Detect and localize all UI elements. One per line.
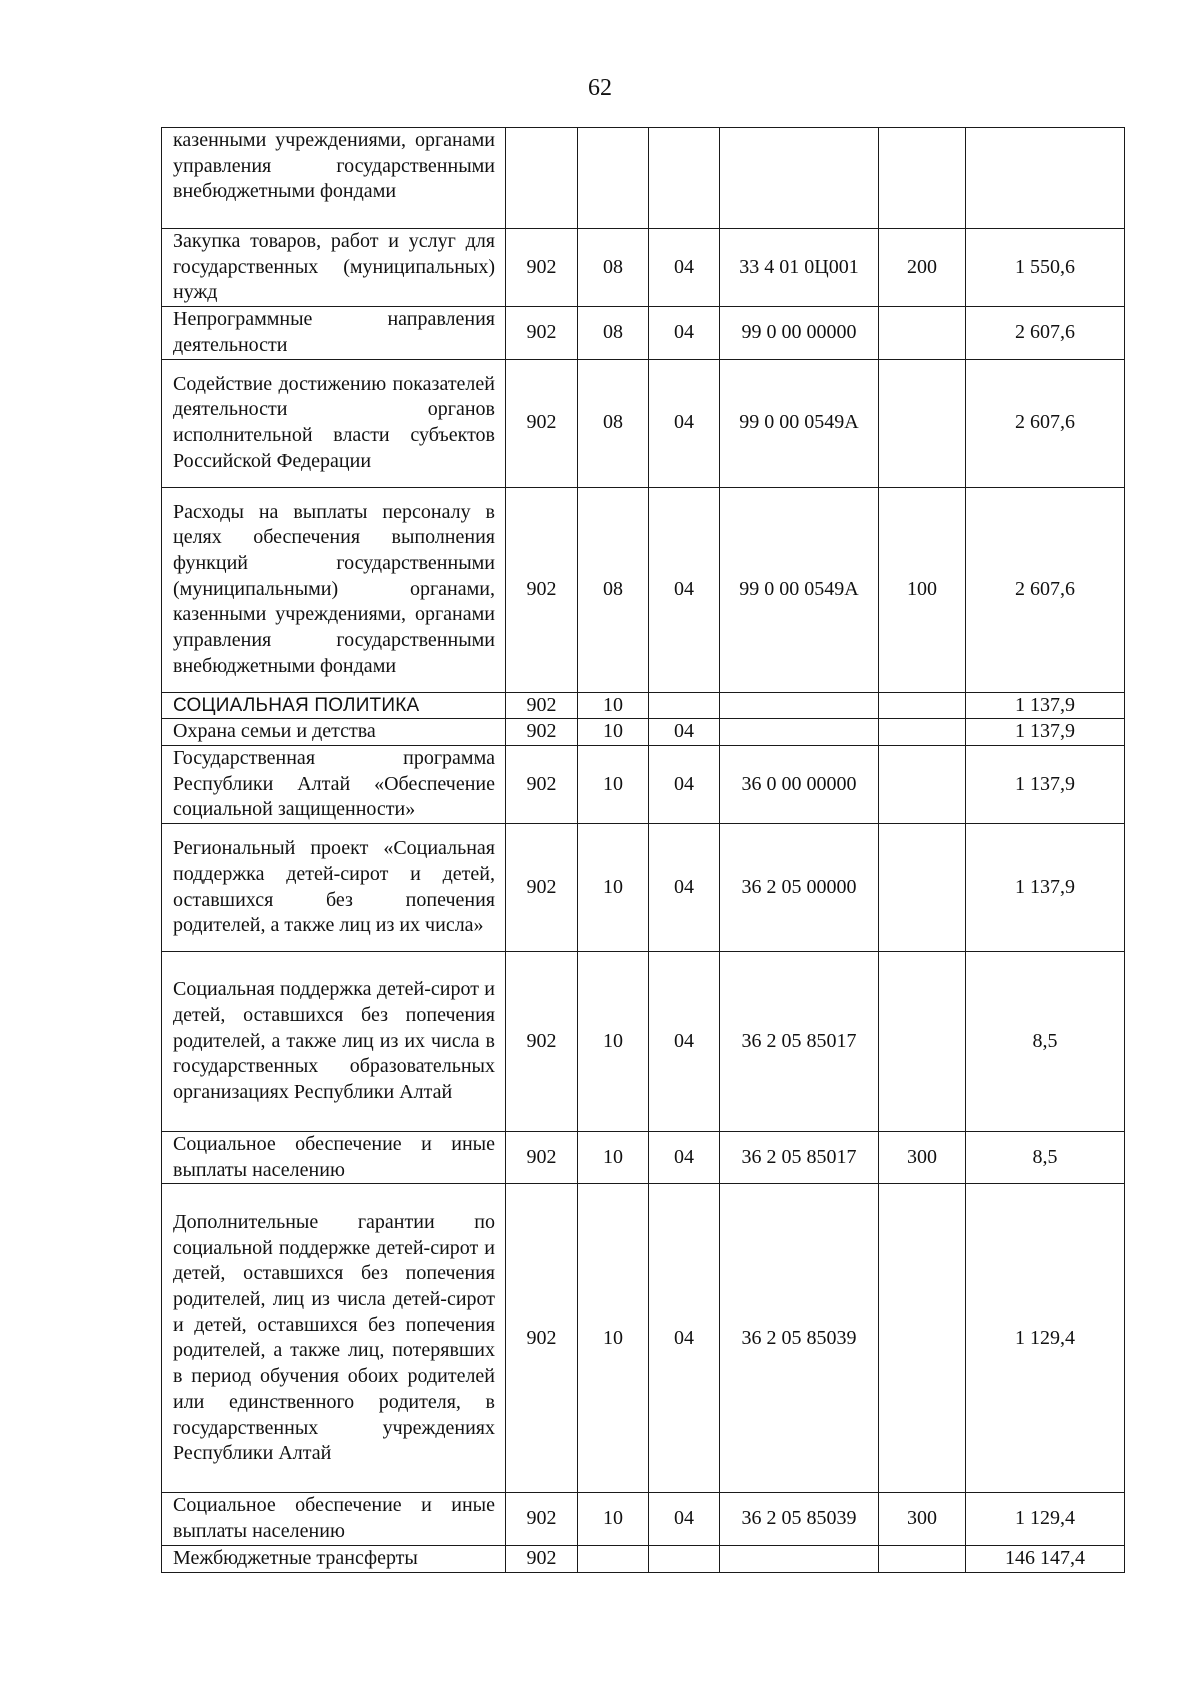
amount-value: 1 137,9 [966,745,1125,823]
expense-type-code: 300 [879,1493,966,1545]
ministry-code: 902 [506,1493,578,1545]
table-row [162,824,1125,952]
ministry-code: 902 [506,692,578,719]
expense-type-code [879,1184,966,1493]
expense-type-code [879,952,966,1132]
table-row [162,952,1125,1132]
target-article-code: 99 0 00 00000 [720,307,879,359]
ministry-code: 902 [506,1132,578,1184]
target-article-code: 36 0 00 00000 [720,745,879,823]
table-row [162,1493,1125,1545]
subsection-code: 04 [649,952,720,1132]
section-code: 10 [578,719,649,746]
expense-type-code: 200 [879,229,966,307]
amount-value: 8,5 [966,952,1125,1132]
amount-value: 1 137,9 [966,719,1125,746]
section-code: 10 [578,745,649,823]
target-article-code [720,1545,879,1572]
table-row [162,1184,1125,1493]
subsection-code [649,128,720,229]
amount-value [966,128,1125,229]
section-code [578,128,649,229]
section-code: 08 [578,307,649,359]
table-row [162,307,1125,359]
amount-value: 2 607,6 [966,487,1125,692]
amount-value: 1 129,4 [966,1493,1125,1545]
table-row [162,692,1125,719]
table-row [162,487,1125,692]
subsection-code: 04 [649,824,720,952]
ministry-code: 902 [506,952,578,1132]
expense-type-code: 100 [879,487,966,692]
row-name: Расходы на выплаты персоналу в целях обеспечения выполнения функций государственными (муниципальными) органами, казенными учреждениями, органами управления государственными внебюджетными фондами [162,487,506,692]
ministry-code: 902 [506,359,578,487]
row-name: Закупка товаров, работ и услуг для государственных (муниципальных) нужд [162,229,506,307]
row-name: Содействие достижению показателей деятельности органов исполнительной власти субъектов Российской Федерации [162,359,506,487]
row-name: Межбюджетные трансферты [162,1545,506,1572]
row-name: Охрана семьи и детства [162,719,506,746]
section-code: 08 [578,487,649,692]
amount-value: 1 137,9 [966,824,1125,952]
subsection-code [649,1545,720,1572]
row-name: Региональный проект «Социальная поддержка детей-сирот и детей, оставшихся без попечения родителей, а также лиц из их числа» [162,824,506,952]
ministry-code: 902 [506,1184,578,1493]
amount-value: 8,5 [966,1132,1125,1184]
table-row [162,719,1125,746]
subsection-code: 04 [649,229,720,307]
expense-type-code [879,307,966,359]
expense-type-code [879,824,966,952]
subsection-code: 04 [649,307,720,359]
table-row [162,1545,1125,1572]
ministry-code: 902 [506,719,578,746]
row-name: казенными учреждениями, органами управления государственными внебюджетными фондами [162,128,506,229]
page-number: 62 [588,75,612,101]
subsection-code: 04 [649,719,720,746]
row-name: Социальное обеспечение и иные выплаты населению [162,1132,506,1184]
ministry-code: 902 [506,824,578,952]
ministry-code [506,128,578,229]
expense-type-code [879,128,966,229]
section-code: 10 [578,824,649,952]
expense-type-code [879,692,966,719]
amount-value: 1 550,6 [966,229,1125,307]
table-row [162,128,1125,229]
amount-value: 1 129,4 [966,1184,1125,1493]
amount-value: 2 607,6 [966,307,1125,359]
table-row [162,229,1125,307]
target-article-code [720,719,879,746]
section-code: 10 [578,1493,649,1545]
ministry-code: 902 [506,487,578,692]
section-code: 10 [578,692,649,719]
ministry-code: 902 [506,229,578,307]
section-code [578,1545,649,1572]
target-article-code: 36 2 05 00000 [720,824,879,952]
table-row [162,1132,1125,1184]
row-name: Социальная поддержка детей-сирот и детей, оставшихся без попечения родителей, а также лиц из их числа в государственных образовательных организациях Республики Алтай [162,952,506,1132]
target-article-code: 99 0 00 0549А [720,359,879,487]
target-article-code: 36 2 05 85017 [720,1132,879,1184]
section-code: 10 [578,952,649,1132]
target-article-code: 36 2 05 85017 [720,952,879,1132]
amount-value: 1 137,9 [966,692,1125,719]
row-name: Социальное обеспечение и иные выплаты населению [162,1493,506,1545]
target-article-code: 33 4 01 0Ц001 [720,229,879,307]
row-name: Дополнительные гарантии по социальной поддержке детей-сирот и детей, оставшихся без попечения родителей, лиц из числа детей-сирот и детей, оставшихся без попечения родителей, а также лиц, потерявших в период обучения обоих родителей или единственного родителя, в государственных учреждениях Республики Алтай [162,1184,506,1493]
table-row [162,745,1125,823]
ministry-code: 902 [506,745,578,823]
subsection-code: 04 [649,1184,720,1493]
ministry-code: 902 [506,1545,578,1572]
subsection-code: 04 [649,359,720,487]
ministry-code: 902 [506,307,578,359]
section-code: 10 [578,1132,649,1184]
target-article-code: 36 2 05 85039 [720,1493,879,1545]
section-code: 08 [578,229,649,307]
subsection-code: 04 [649,1493,720,1545]
expense-type-code [879,359,966,487]
target-article-code [720,692,879,719]
subsection-code: 04 [649,745,720,823]
section-code: 10 [578,1184,649,1493]
target-article-code: 36 2 05 85039 [720,1184,879,1493]
row-name: Непрограммные направления деятельности [162,307,506,359]
target-article-code [720,128,879,229]
subsection-code [649,692,720,719]
section-code: 08 [578,359,649,487]
target-article-code: 99 0 00 0549А [720,487,879,692]
expense-type-code [879,745,966,823]
expense-type-code: 300 [879,1132,966,1184]
subsection-code: 04 [649,487,720,692]
row-name: СОЦИАЛЬНАЯ ПОЛИТИКА [162,692,506,719]
table-row [162,359,1125,487]
subsection-code: 04 [649,1132,720,1184]
amount-value: 2 607,6 [966,359,1125,487]
budget-table [161,127,1125,1573]
expense-type-code [879,719,966,746]
row-name: Государственная программа Республики Алтай «Обеспечение социальной защищенности» [162,745,506,823]
expense-type-code [879,1545,966,1572]
amount-value: 146 147,4 [966,1545,1125,1572]
